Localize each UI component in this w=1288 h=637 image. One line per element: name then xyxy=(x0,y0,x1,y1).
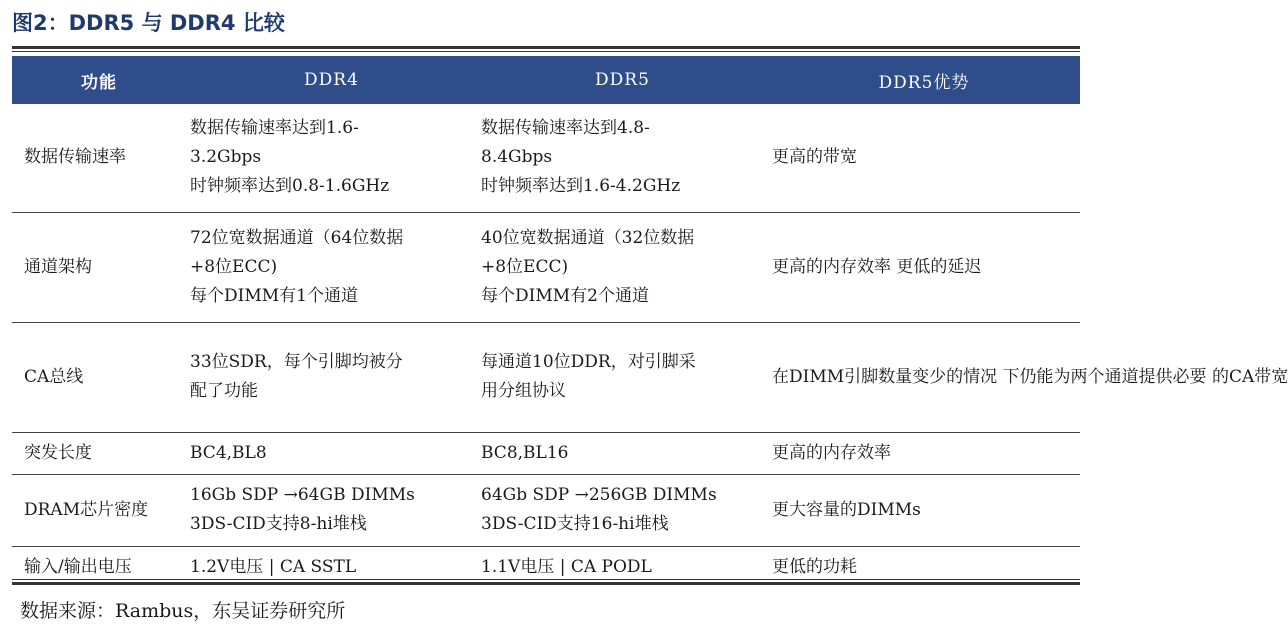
ddr5-cell: 每通道10位DDR，对引脚采 用分组协议 xyxy=(477,322,768,432)
header-ddr5: DDR5 xyxy=(477,56,768,104)
figure-title: 图2：DDR5 与 DDR4 比较 xyxy=(12,11,285,35)
feature-cell: DRAM芯片密度 xyxy=(12,474,186,546)
ddr4-cell: 72位宽数据通道（64位数据 +8位ECC) 每个DIMM有1个通道 xyxy=(186,212,477,322)
advantage-cell: 更大容量的DIMMs xyxy=(768,474,1080,546)
top-rule-thin xyxy=(12,51,1080,52)
ddr5-cell: 1.1V电压 | CA PODL xyxy=(481,556,652,577)
ddr5-cell: BC8,BL16 xyxy=(477,432,768,474)
source-note: 数据来源：Rambus，东吴证券研究所 xyxy=(20,600,346,622)
ddr4-cell: 1.2V电压 | CA SSTL xyxy=(190,556,357,577)
ddr5-cell: 64Gb SDP →256GB DIMMs 3DS-CID支持16-hi堆栈 xyxy=(477,474,768,546)
header-advantage: DDR5优势 xyxy=(768,56,1080,104)
header-row xyxy=(12,56,1080,104)
ddr5-cell: 数据传输速率达到4.8- 8.4Gbps 时钟频率达到1.6-4.2GHz xyxy=(477,104,768,212)
advantage-cell: 更低的功耗 xyxy=(772,556,857,577)
feature-cell: 突发长度 xyxy=(12,432,186,474)
table-row xyxy=(12,212,1080,322)
top-rule xyxy=(12,46,1080,49)
advantage-cell: 更高的带宽 xyxy=(768,104,1080,212)
ddr4-cell: 数据传输速率达到1.6- 3.2Gbps 时钟频率达到0.8-1.6GHz xyxy=(186,104,477,212)
ddr5-cell: 40位宽数据通道（32位数据 +8位ECC) 每个DIMM有2个通道 xyxy=(477,212,768,322)
table-row xyxy=(12,322,1080,432)
advantage-cell: 更高的内存效率 更低的延迟 xyxy=(768,212,1080,322)
feature-cell: 通道架构 xyxy=(12,212,186,322)
ddr4-cell: 16Gb SDP →64GB DIMMs 3DS-CID支持8-hi堆栈 xyxy=(186,474,477,546)
comparison-table xyxy=(12,56,1288,588)
ddr4-cell: 33位SDR，每个引脚均被分 配了功能 xyxy=(186,322,477,432)
table-row xyxy=(12,432,1080,474)
feature-cell: CA总线 xyxy=(12,322,186,432)
table-row xyxy=(12,104,1080,212)
bottom-rule xyxy=(12,582,1080,585)
feature-cell: 数据传输速率 xyxy=(12,104,186,212)
advantage-cell: 在DIMM引脚数量变少的情况 下仍能为两个通道提供必要 的CA带宽 xyxy=(768,322,1080,432)
advantage-cell: 更高的内存效率 xyxy=(768,432,1080,474)
ddr4-cell: BC4,BL8 xyxy=(186,432,477,474)
feature-cell: 输入/输出电压 xyxy=(24,556,132,577)
bottom-rule-thin xyxy=(12,579,1080,580)
header-feature: 功能 xyxy=(12,56,186,104)
table-row xyxy=(12,474,1080,546)
header-ddr4: DDR4 xyxy=(186,56,477,104)
